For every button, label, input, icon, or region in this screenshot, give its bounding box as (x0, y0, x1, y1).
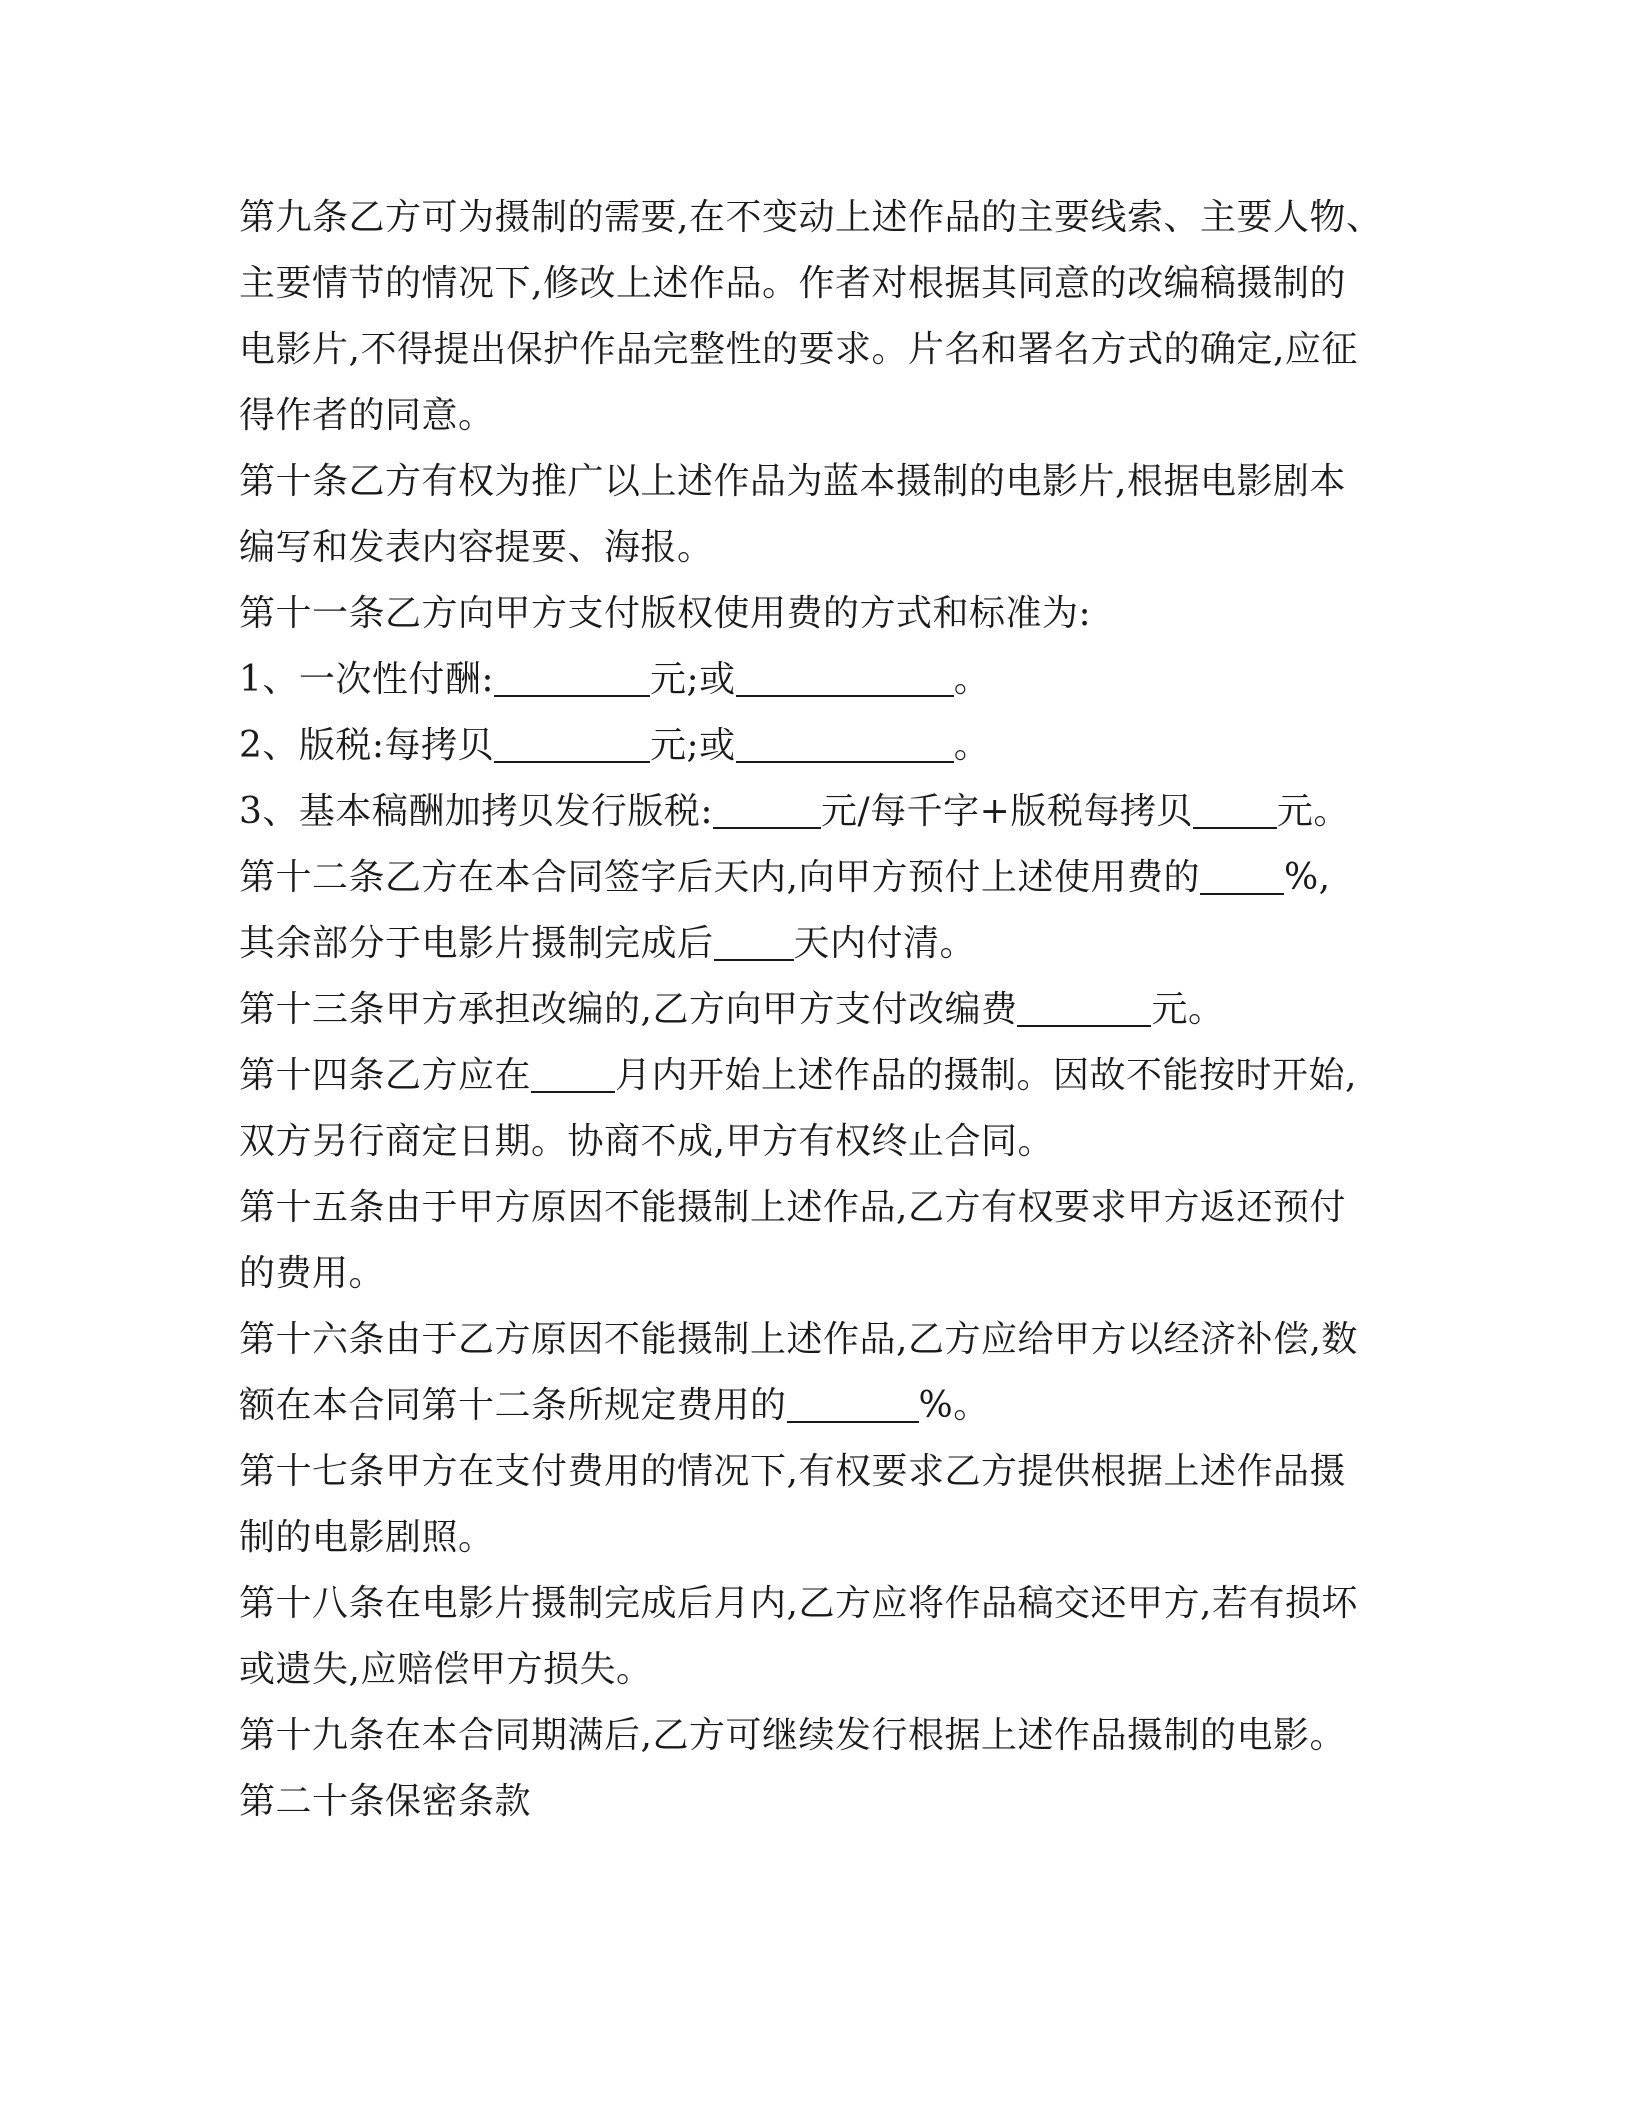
blank-field (494, 661, 650, 697)
text-segment: 1、一次性付酬: (239, 659, 495, 700)
text-segment: 。 (953, 725, 991, 766)
text-segment: 。 (953, 659, 991, 700)
article-12-line-1 (239, 845, 1399, 911)
text-segment: 3、基本稿酬加拷贝发行版税: (239, 791, 714, 832)
article-16-line-2 (239, 1373, 1399, 1439)
text-segment: %, (1283, 857, 1331, 898)
blank-field (1017, 991, 1151, 1027)
text-segment: 元;或 (650, 725, 736, 766)
text-line: 主要情节的情况下,修改上述作品。作者对根据其同意的改编稿摄制的 (239, 263, 1346, 304)
payment-option-1 (239, 647, 1399, 713)
blank-field (736, 727, 954, 763)
text-line: 第十九条在本合同期满后,乙方可继续发行根据上述作品摄制的电影。 (239, 1715, 1346, 1756)
text-line: 或遗失,应赔偿甲方损失。 (239, 1649, 653, 1690)
blank-field (713, 793, 821, 829)
text-line: 编写和发表内容提要、海报。 (239, 527, 714, 568)
text-line: 得作者的同意。 (239, 395, 495, 436)
blank-field (531, 1057, 615, 1093)
text-segment: %。 (918, 1385, 990, 1426)
text-line: 的费用。 (239, 1253, 386, 1294)
text-line: 第十六条由于乙方原因不能摄制上述作品,乙方应给甲方以经济补偿,数 (239, 1319, 1358, 1360)
blank-field (1200, 859, 1284, 895)
text-line: 第十七条甲方在支付费用的情况下,有权要求乙方提供根据上述作品摄 (239, 1451, 1346, 1492)
text-line: 制的电影剧照。 (239, 1517, 495, 1558)
text-line: 第十一条乙方向甲方支付版权使用费的方式和标准为: (239, 593, 1092, 634)
text-segment: 月内开始上述作品的摄制。因故不能按时开始, (615, 1055, 1357, 1096)
article-13 (239, 977, 1399, 1043)
blank-field (787, 1387, 919, 1423)
text-segment: 元。 (1276, 791, 1350, 832)
text-segment: 第十二条乙方在本合同签字后天内,向甲方预付上述使用费的 (239, 857, 1200, 898)
text-segment: 额在本合同第十二条所规定费用的 (239, 1385, 787, 1426)
text-segment: 其余部分于电影片摄制完成后 (239, 923, 714, 964)
payment-option-2 (239, 713, 1399, 779)
blank-field (714, 925, 794, 961)
text-segment: 第十三条甲方承担改编的,乙方向甲方支付改编费 (239, 989, 1018, 1030)
text-segment: 元。 (1151, 989, 1225, 1030)
text-line: 双方另行商定日期。协商不成,甲方有权终止合同。 (239, 1121, 1054, 1162)
article-12-line-2 (239, 911, 1399, 977)
text-segment: 天内付清。 (793, 923, 977, 964)
blank-field (736, 661, 954, 697)
text-segment: 2、版税:每拷贝 (239, 725, 495, 766)
text-line: 第九条乙方可为摄制的需要,在不变动上述作品的主要线索、主要人物、 (239, 197, 1383, 238)
text-line: 第十八条在电影片摄制完成后月内,乙方应将作品稿交还甲方,若有损坏 (239, 1583, 1358, 1624)
text-segment: 元/每千字+版税每拷贝 (821, 791, 1193, 832)
text-segment: 第十四条乙方应在 (239, 1055, 532, 1096)
blank-field (494, 727, 650, 763)
article-14-line-1 (239, 1043, 1399, 1109)
text-line: 第十条乙方有权为推广以上述作品为蓝本摄制的电影片,根据电影剧本 (239, 461, 1346, 502)
text-line: 第二十条保密条款 (239, 1781, 532, 1822)
text-segment: 元;或 (650, 659, 736, 700)
payment-option-3 (239, 779, 1399, 845)
text-line: 电影片,不得提出保护作品完整性的要求。片名和署名方式的确定,应征 (239, 329, 1358, 370)
blank-field (1193, 793, 1277, 829)
contract-text (239, 185, 1399, 1835)
text-line: 第十五条由于甲方原因不能摄制上述作品,乙方有权要求甲方返还预付 (239, 1187, 1346, 1228)
